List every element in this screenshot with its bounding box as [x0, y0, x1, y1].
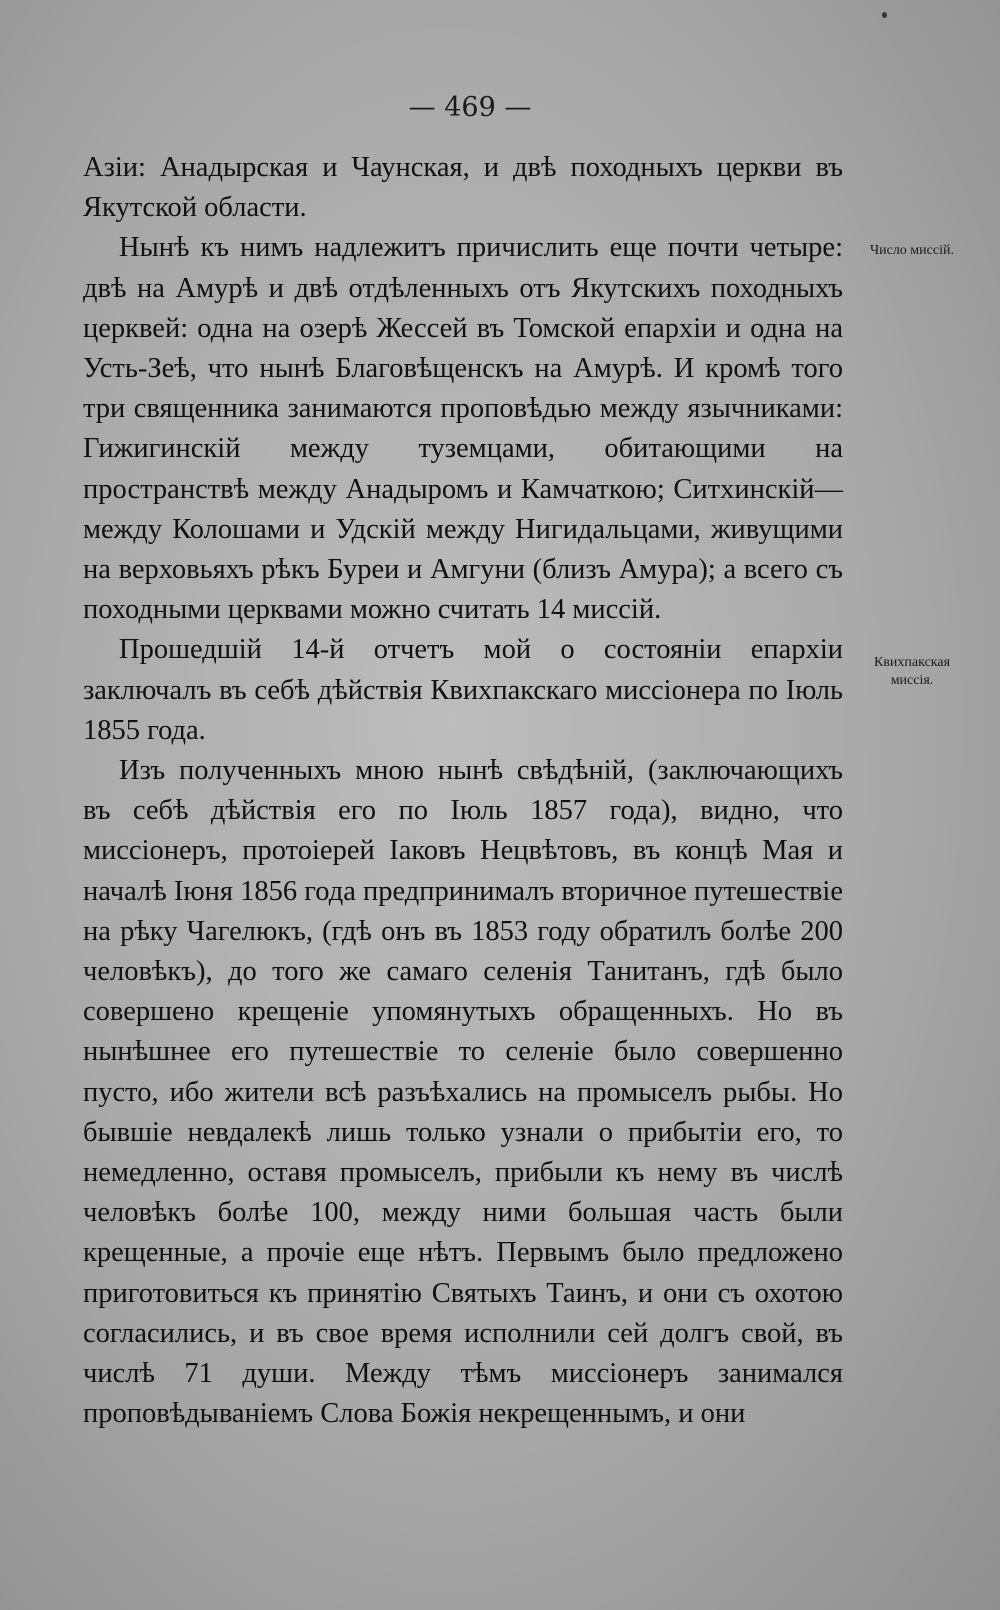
ink-spot: [882, 12, 887, 18]
page-number: — 469 —: [408, 92, 532, 123]
margin-note-missions-count: Число миссій.: [870, 243, 954, 258]
margin-note-kvikhpak-mission: Квихпакская миссія.: [873, 655, 951, 688]
paragraph-1: Азіи: Анадырская и Чаунская, и двѣ походныхъ церкви въ Якутской области.: [83, 152, 843, 224]
paragraph-3: Прошедшій 14-й отчетъ мой о состояніи епархіи заключалъ въ себѣ дѣйствія Квихпакскаго миссіонера по Іюль 1855 года.: [83, 634, 843, 746]
paragraph-4: Изъ полученныхъ мною нынѣ свѣдѣній, (заключающихъ въ себѣ дѣйствія его по Іюль 1857 года), видно, что миссіонеръ, протоіерей Іаковъ Нецвѣтовъ, въ концѣ Мая и началѣ Іюня 1856 года предпринималъ вторичное путешествіе на рѣку Чагелюкъ, (гдѣ онъ въ 1853 году обратилъ болѣе 200 человѣкъ), до того же самаго селенія Танитанъ, гдѣ было совершено крещеніе упомянутыхъ обращенныхъ. Но въ нынѣшнее его путешествіе то селеніе было совершенно пусто, ибо жители всѣ разъѣхались на промыселъ рыбы. Но бывшіе невдалекѣ лишь только узнали о прибытіи его, то немедленно, оставя промыселъ, прибыли къ нему въ числѣ человѣкъ болѣе 100, между ними большая часть были крещенные, а прочіе еще нѣтъ. Первымъ было предложено приготовиться къ принятію Святыхъ Таинъ, и они съ охотою согласились, и въ свое время исполнили сей долгъ свой, въ числѣ 71 души. Между тѣмъ миссіонеръ занимался проповѣдываніемъ Слова Божія некрещеннымъ, и они: [83, 755, 843, 1430]
paragraph-2: Нынѣ къ нимъ надлежитъ причислить еще почти четыре: двѣ на Амурѣ и двѣ отдѣленныхъ отъ Якутскихъ походныхъ церквей: одна на озерѣ Жессей въ Томской епархіи и одна на Усть-Зеѣ, что нынѣ Благовѣщенскъ на Амурѣ. И кромѣ того три священника занимаются проповѣдью между язычниками: Гижигинскій между туземцами, обитающими на пространствѣ между Анадыромъ и Камчаткою; Ситхинскій—между Колошами и Удскій между Нигидальцами, живущими на верховьяхъ рѣкъ Буреи и Амгуни (близъ Амура); а всего съ походными церквами можно считать 14 миссій.: [83, 232, 843, 626]
body-text: [83, 148, 843, 1435]
